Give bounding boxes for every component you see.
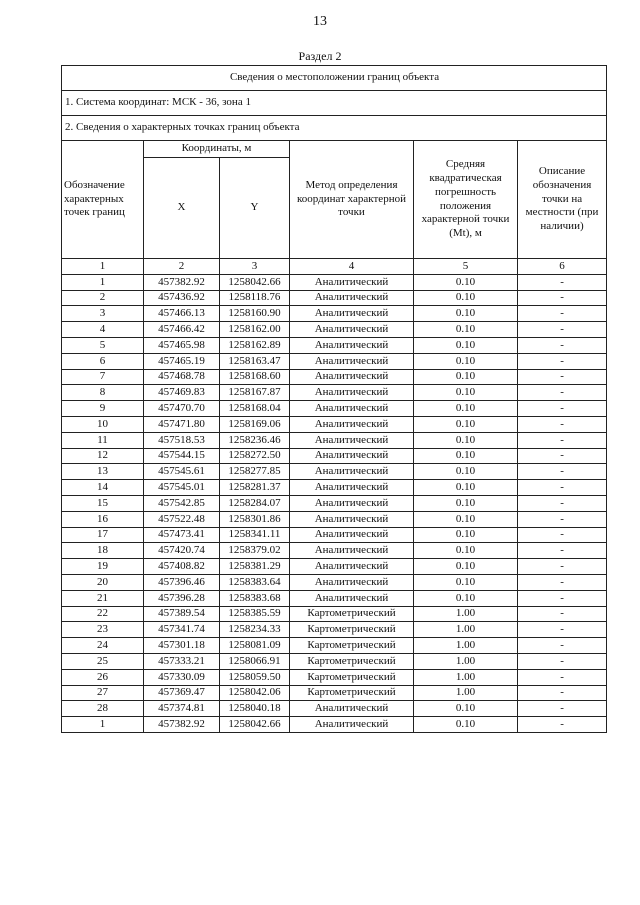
- error-cell: 0.10: [414, 464, 518, 480]
- x-coordinate-cell: 457396.28: [144, 590, 220, 606]
- method-cell: Аналитический: [290, 337, 414, 353]
- table-row: [62, 685, 607, 701]
- y-coordinate-cell: 1258042.06: [220, 685, 290, 701]
- method-cell: Аналитический: [290, 353, 414, 369]
- x-coordinate-cell: 457542.85: [144, 495, 220, 511]
- y-coordinate-cell: 1258169.06: [220, 416, 290, 432]
- x-coordinate-cell: 457408.82: [144, 559, 220, 575]
- error-cell: 1.00: [414, 685, 518, 701]
- table-row: [62, 385, 607, 401]
- method-cell: Аналитический: [290, 432, 414, 448]
- y-coordinate-cell: 1258379.02: [220, 543, 290, 559]
- x-coordinate-cell: 457420.74: [144, 543, 220, 559]
- y-coordinate-cell: 1258281.37: [220, 480, 290, 496]
- x-coordinate-cell: 457471.80: [144, 416, 220, 432]
- header-description: Описание обозначения точки на местности (при наличии): [518, 141, 607, 259]
- x-coordinate-cell: 457374.81: [144, 701, 220, 717]
- x-coordinate-cell: 457330.09: [144, 669, 220, 685]
- table-title: Сведения о местоположении границ объекта: [62, 66, 607, 91]
- x-coordinate-cell: 457469.83: [144, 385, 220, 401]
- y-coordinate-cell: 1258059.50: [220, 669, 290, 685]
- error-cell: 0.10: [414, 717, 518, 733]
- header-row: [62, 141, 607, 158]
- y-coordinate-cell: 1258160.90: [220, 306, 290, 322]
- page-number: 13: [313, 14, 327, 29]
- point-number-cell: 22: [62, 606, 144, 622]
- y-coordinate-cell: 1258301.86: [220, 511, 290, 527]
- table-row: [62, 622, 607, 638]
- error-cell: 0.10: [414, 290, 518, 306]
- point-number-cell: 1: [62, 274, 144, 290]
- column-number: 3: [220, 259, 290, 275]
- column-number: 2: [144, 259, 220, 275]
- table-row: [62, 401, 607, 417]
- method-cell: Аналитический: [290, 464, 414, 480]
- method-cell: Картометрический: [290, 638, 414, 654]
- x-coordinate-cell: 457369.47: [144, 685, 220, 701]
- description-cell: -: [518, 527, 607, 543]
- table-row: [62, 416, 607, 432]
- y-coordinate-cell: 1258040.18: [220, 701, 290, 717]
- description-cell: -: [518, 464, 607, 480]
- description-cell: -: [518, 653, 607, 669]
- y-coordinate-cell: 1258118.76: [220, 290, 290, 306]
- description-cell: -: [518, 685, 607, 701]
- point-number-cell: 7: [62, 369, 144, 385]
- point-number-cell: 20: [62, 574, 144, 590]
- description-cell: -: [518, 306, 607, 322]
- point-number-cell: 26: [62, 669, 144, 685]
- description-cell: -: [518, 638, 607, 654]
- y-coordinate-cell: 1258163.47: [220, 353, 290, 369]
- method-cell: Аналитический: [290, 717, 414, 733]
- method-cell: Аналитический: [290, 480, 414, 496]
- y-coordinate-cell: 1258383.68: [220, 590, 290, 606]
- point-number-cell: 14: [62, 480, 144, 496]
- x-coordinate-cell: 457473.41: [144, 527, 220, 543]
- error-cell: 0.10: [414, 353, 518, 369]
- method-cell: Аналитический: [290, 322, 414, 338]
- description-cell: -: [518, 480, 607, 496]
- point-number-cell: 28: [62, 701, 144, 717]
- error-cell: 0.10: [414, 574, 518, 590]
- table-row: [62, 353, 607, 369]
- description-cell: -: [518, 717, 607, 733]
- description-cell: -: [518, 511, 607, 527]
- method-cell: Аналитический: [290, 385, 414, 401]
- x-coordinate-cell: 457465.98: [144, 337, 220, 353]
- column-numbers-row: [62, 259, 607, 275]
- table-title-row: [62, 66, 607, 91]
- table-row: [62, 717, 607, 733]
- point-number-cell: 16: [62, 511, 144, 527]
- description-cell: -: [518, 353, 607, 369]
- table-row: [62, 274, 607, 290]
- table-row: [62, 322, 607, 338]
- method-cell: Картометрический: [290, 622, 414, 638]
- method-cell: Аналитический: [290, 369, 414, 385]
- description-cell: -: [518, 543, 607, 559]
- point-number-cell: 24: [62, 638, 144, 654]
- description-cell: -: [518, 606, 607, 622]
- column-number: 4: [290, 259, 414, 275]
- point-number-cell: 15: [62, 495, 144, 511]
- method-cell: Аналитический: [290, 401, 414, 417]
- error-cell: 0.10: [414, 306, 518, 322]
- column-number: 1: [62, 259, 144, 275]
- coord-system: 1. Система координат: МСК - 36, зона 1: [62, 91, 607, 116]
- x-coordinate-cell: 457333.21: [144, 653, 220, 669]
- points-caption-row: [62, 116, 607, 141]
- table-row: [62, 653, 607, 669]
- description-cell: -: [518, 274, 607, 290]
- method-cell: Аналитический: [290, 701, 414, 717]
- y-coordinate-cell: 1258284.07: [220, 495, 290, 511]
- y-coordinate-cell: 1258381.29: [220, 559, 290, 575]
- coord-system-row: [62, 91, 607, 116]
- method-cell: Аналитический: [290, 495, 414, 511]
- error-cell: 0.10: [414, 274, 518, 290]
- x-coordinate-cell: 457466.13: [144, 306, 220, 322]
- column-number: 6: [518, 259, 607, 275]
- x-coordinate-cell: 457341.74: [144, 622, 220, 638]
- method-cell: Аналитический: [290, 590, 414, 606]
- error-cell: 0.10: [414, 401, 518, 417]
- table-row: [62, 369, 607, 385]
- method-cell: Картометрический: [290, 669, 414, 685]
- error-cell: 0.10: [414, 448, 518, 464]
- error-cell: 1.00: [414, 653, 518, 669]
- x-coordinate-cell: 457466.42: [144, 322, 220, 338]
- method-cell: Картометрический: [290, 653, 414, 669]
- point-number-cell: 25: [62, 653, 144, 669]
- method-cell: Аналитический: [290, 527, 414, 543]
- table-row: [62, 606, 607, 622]
- method-cell: Аналитический: [290, 274, 414, 290]
- x-coordinate-cell: 457436.92: [144, 290, 220, 306]
- error-cell: 0.10: [414, 322, 518, 338]
- header-y: Y: [220, 158, 290, 259]
- x-coordinate-cell: 457301.18: [144, 638, 220, 654]
- y-coordinate-cell: 1258236.46: [220, 432, 290, 448]
- error-cell: 0.10: [414, 527, 518, 543]
- description-cell: -: [518, 495, 607, 511]
- point-number-cell: 27: [62, 685, 144, 701]
- method-cell: Аналитический: [290, 448, 414, 464]
- method-cell: Аналитический: [290, 543, 414, 559]
- point-number-cell: 19: [62, 559, 144, 575]
- point-number-cell: 4: [62, 322, 144, 338]
- error-cell: 0.10: [414, 337, 518, 353]
- y-coordinate-cell: 1258234.33: [220, 622, 290, 638]
- y-coordinate-cell: 1258168.60: [220, 369, 290, 385]
- description-cell: -: [518, 590, 607, 606]
- y-coordinate-cell: 1258168.04: [220, 401, 290, 417]
- table-row: [62, 701, 607, 717]
- y-coordinate-cell: 1258042.66: [220, 274, 290, 290]
- column-number: 5: [414, 259, 518, 275]
- error-cell: 0.10: [414, 559, 518, 575]
- table-row: [62, 543, 607, 559]
- description-cell: -: [518, 559, 607, 575]
- x-coordinate-cell: 457544.15: [144, 448, 220, 464]
- y-coordinate-cell: 1258066.91: [220, 653, 290, 669]
- description-cell: -: [518, 290, 607, 306]
- point-number-cell: 17: [62, 527, 144, 543]
- header-coordinates: Координаты, м: [144, 141, 290, 158]
- method-cell: Аналитический: [290, 290, 414, 306]
- header-method: Метод определения координат характерной точки: [290, 141, 414, 259]
- point-number-cell: 13: [62, 464, 144, 480]
- point-number-cell: 5: [62, 337, 144, 353]
- point-number-cell: 1: [62, 717, 144, 733]
- table-row: [62, 638, 607, 654]
- x-coordinate-cell: 457545.61: [144, 464, 220, 480]
- point-number-cell: 11: [62, 432, 144, 448]
- error-cell: 0.10: [414, 511, 518, 527]
- table-row: [62, 337, 607, 353]
- description-cell: -: [518, 416, 607, 432]
- section-title: Раздел 2: [298, 49, 342, 63]
- header-error: Средняя квадратическая погрешность положения характерной точки (Mt), м: [414, 141, 518, 259]
- y-coordinate-cell: 1258162.00: [220, 322, 290, 338]
- error-cell: 0.10: [414, 416, 518, 432]
- error-cell: 0.10: [414, 495, 518, 511]
- description-cell: -: [518, 385, 607, 401]
- y-coordinate-cell: 1258167.87: [220, 385, 290, 401]
- table-row: [62, 448, 607, 464]
- table-row: [62, 432, 607, 448]
- description-cell: -: [518, 322, 607, 338]
- table-row: [62, 574, 607, 590]
- method-cell: Аналитический: [290, 306, 414, 322]
- description-cell: -: [518, 432, 607, 448]
- y-coordinate-cell: 1258341.11: [220, 527, 290, 543]
- y-coordinate-cell: 1258162.89: [220, 337, 290, 353]
- error-cell: 0.10: [414, 543, 518, 559]
- point-number-cell: 10: [62, 416, 144, 432]
- error-cell: 0.10: [414, 590, 518, 606]
- y-coordinate-cell: 1258272.50: [220, 448, 290, 464]
- point-number-cell: 21: [62, 590, 144, 606]
- boundary-points-table: [61, 65, 607, 733]
- point-number-cell: 9: [62, 401, 144, 417]
- error-cell: 0.10: [414, 480, 518, 496]
- table-row: [62, 559, 607, 575]
- x-coordinate-cell: 457522.48: [144, 511, 220, 527]
- points-caption: 2. Сведения о характерных точках границ объекта: [62, 116, 607, 141]
- point-number-cell: 18: [62, 543, 144, 559]
- error-cell: 1.00: [414, 622, 518, 638]
- table-row: [62, 669, 607, 685]
- description-cell: -: [518, 369, 607, 385]
- x-coordinate-cell: 457396.46: [144, 574, 220, 590]
- table-row: [62, 480, 607, 496]
- method-cell: Аналитический: [290, 559, 414, 575]
- x-coordinate-cell: 457545.01: [144, 480, 220, 496]
- error-cell: 0.10: [414, 701, 518, 717]
- description-cell: -: [518, 448, 607, 464]
- table-row: [62, 464, 607, 480]
- table-row: [62, 590, 607, 606]
- x-coordinate-cell: 457382.92: [144, 717, 220, 733]
- x-coordinate-cell: 457470.70: [144, 401, 220, 417]
- description-cell: -: [518, 622, 607, 638]
- description-cell: -: [518, 701, 607, 717]
- point-number-cell: 3: [62, 306, 144, 322]
- y-coordinate-cell: 1258277.85: [220, 464, 290, 480]
- y-coordinate-cell: 1258385.59: [220, 606, 290, 622]
- x-coordinate-cell: 457465.19: [144, 353, 220, 369]
- x-coordinate-cell: 457518.53: [144, 432, 220, 448]
- description-cell: -: [518, 337, 607, 353]
- description-cell: -: [518, 669, 607, 685]
- x-coordinate-cell: 457389.54: [144, 606, 220, 622]
- point-number-cell: 12: [62, 448, 144, 464]
- point-number-cell: 2: [62, 290, 144, 306]
- table-row: [62, 290, 607, 306]
- table-row: [62, 306, 607, 322]
- error-cell: 0.10: [414, 385, 518, 401]
- method-cell: Картометрический: [290, 606, 414, 622]
- method-cell: Аналитический: [290, 574, 414, 590]
- error-cell: 1.00: [414, 638, 518, 654]
- point-number-cell: 23: [62, 622, 144, 638]
- description-cell: -: [518, 401, 607, 417]
- header-point-designation: Обозначение характерных точек границ: [62, 141, 144, 259]
- point-number-cell: 6: [62, 353, 144, 369]
- y-coordinate-cell: 1258042.66: [220, 717, 290, 733]
- y-coordinate-cell: 1258081.09: [220, 638, 290, 654]
- description-cell: -: [518, 574, 607, 590]
- table-row: [62, 495, 607, 511]
- method-cell: Аналитический: [290, 511, 414, 527]
- method-cell: Аналитический: [290, 416, 414, 432]
- y-coordinate-cell: 1258383.64: [220, 574, 290, 590]
- error-cell: 0.10: [414, 369, 518, 385]
- method-cell: Картометрический: [290, 685, 414, 701]
- table-row: [62, 527, 607, 543]
- error-cell: 0.10: [414, 432, 518, 448]
- error-cell: 1.00: [414, 669, 518, 685]
- point-number-cell: 8: [62, 385, 144, 401]
- header-x: X: [144, 158, 220, 259]
- x-coordinate-cell: 457382.92: [144, 274, 220, 290]
- table-row: [62, 511, 607, 527]
- error-cell: 1.00: [414, 606, 518, 622]
- x-coordinate-cell: 457468.78: [144, 369, 220, 385]
